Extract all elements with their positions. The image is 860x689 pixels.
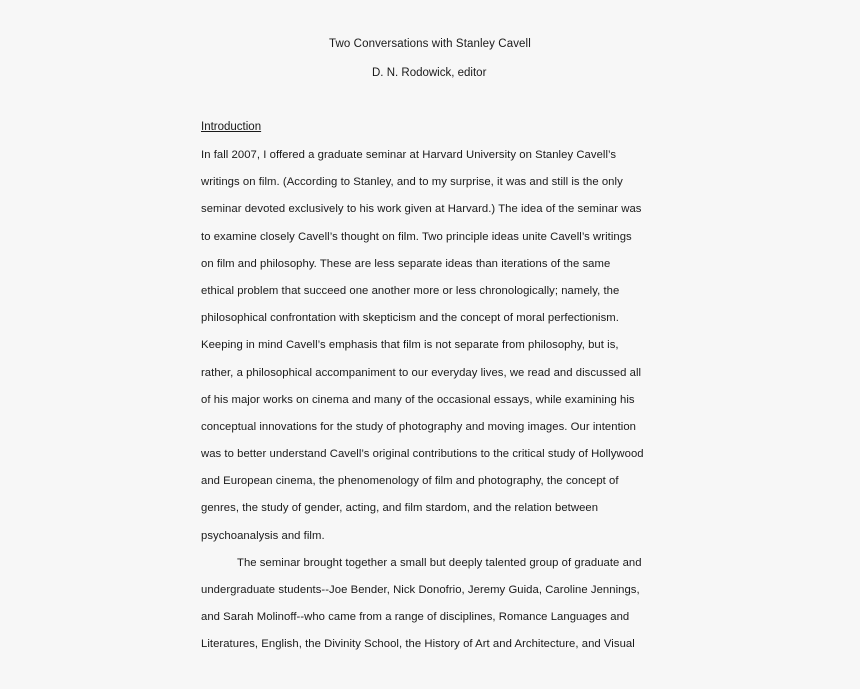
document-title: Two Conversations with Stanley Cavell bbox=[329, 38, 531, 50]
text-line: was to better understand Cavell’s original contributions to the critical study of Hollywood bbox=[201, 448, 644, 461]
text-line: of his major works on cinema and many of the occasional essays, while examining his bbox=[201, 393, 635, 406]
text-line: writings on film. (According to Stanley, and to my surprise, it was and still is the only bbox=[201, 176, 623, 189]
text-line: conceptual innovations for the study of photography and moving images. Our intention bbox=[201, 420, 637, 433]
text-line: and Sarah Molinoff--who came from a range of disciplines, Romance Languages and bbox=[201, 611, 630, 624]
text-line: Keeping in mind Cavell’s emphasis that film is not separate from philosophy, but is, bbox=[201, 339, 619, 352]
text-line: and European cinema, the phenomenology of film and photography, the concept of bbox=[201, 475, 619, 488]
text-line: psychoanalysis and film. bbox=[201, 529, 325, 542]
text-line: Literatures, English, the Divinity School, the History of Art and Architecture, and Visual bbox=[201, 638, 635, 651]
text-line: In fall 2007, I offered a graduate seminar at Harvard University on Stanley Cavell’s bbox=[201, 149, 617, 161]
text-line: rather, a philosophical accompaniment to our everyday lives, we read and discussed all bbox=[201, 366, 642, 379]
text-line: philosophical confrontation with skepticism and the concept of moral perfectionism. bbox=[201, 312, 619, 325]
document-editor: D. N. Rodowick, editor bbox=[372, 67, 487, 79]
text-line: to examine closely Cavell’s thought on film. Two principle ideas unite Cavell’s writings bbox=[201, 230, 632, 243]
text-line: undergraduate students--Joe Bender, Nick Donofrio, Jeremy Guida, Caroline Jennings, bbox=[201, 584, 640, 596]
text-line-indented: The seminar brought together a small but deeply talented group of graduate and bbox=[237, 556, 642, 569]
body-text bbox=[201, 148, 671, 665]
text-line: on film and philosophy. These are less separate ideas than iterations of the same bbox=[201, 257, 611, 270]
text-line: seminar devoted exclusively to his work given at Harvard.) The idea of the seminar was bbox=[201, 203, 642, 216]
text-line: ethical problem that succeed one another more or less chronologically; namely, the bbox=[201, 284, 620, 297]
text-line: genres, the study of gender, acting, and film stardom, and the relation between bbox=[201, 502, 599, 515]
section-heading: Introduction bbox=[201, 121, 262, 133]
